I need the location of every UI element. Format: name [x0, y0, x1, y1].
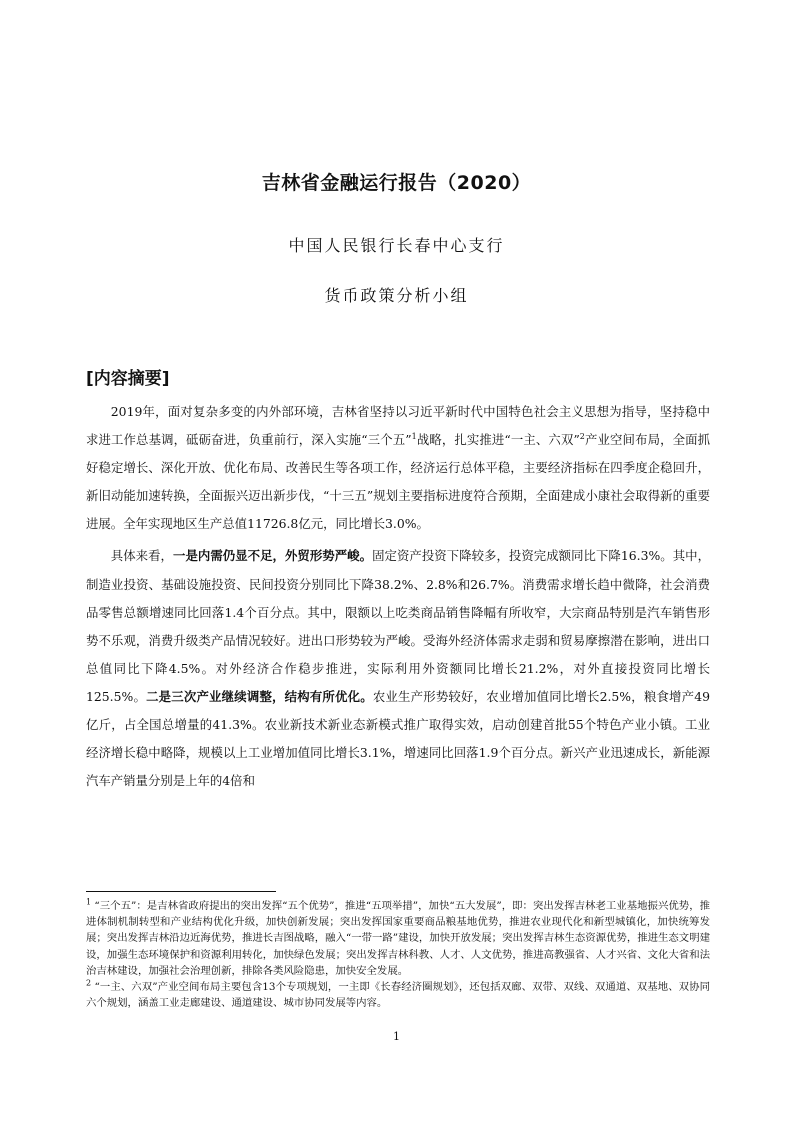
- footnote-ref-1[interactable]: 1: [411, 431, 417, 441]
- footnote-2: [86, 979, 710, 1011]
- footnote-mark-1: 1: [86, 897, 92, 907]
- summary-paragraph-1: [86, 398, 710, 538]
- paragraph-2-text-1: 固定资产投资下降较多，投资完成额同比下降16.3%。其中，制造业投资、基础设施投资、民间投资分别同比下降38.2%、2.8%和26.7%。消费需求增长趋中微降，社会消费品零售总额增速同比回落1.4个百分点。其中，限额以上吃类商品销售降幅有所收窄，大宗商品特别是汽车销售形势不乐观，消费升级类产品情况较好。进出口形势较为严峻。受海外经济体需求走弱和贸易摩擦潜在影响，进出口总值同比下降4.5%。对外经济合作稳步推进，实际利用外资额同比增长21.2%，对外直接投资同比增长125.5%。: [86, 548, 710, 704]
- paragraph-1-part-1: 2019年，面对复杂多变的内外部环境，吉林省坚持以习近平新时代中国特色社会主义思想为指导，坚持稳中求进工作总基调，砥砺奋进，负重前行，深入实施“三个五”: [86, 404, 710, 448]
- summary-body: [86, 398, 710, 795]
- paragraph-2-text-2: 农业生产形势较好，农业增加值同比增长2.5%，粮食增产49亿斤，占全国总增量的41.3%。农业新技术新业态新模式推广取得实效，启动创建首批55个特色产业小镇。工业经济增长稳中略降，规模以上工业增加值同比增长3.1%，增速同比回落1.9个百分点。新兴产业迅速成长，新能源汽车产销量分别是上年的4倍和: [86, 688, 711, 789]
- author-group: 货币政策分析小组: [324, 286, 469, 305]
- footnote-2-text: “一主、六双”产业空间布局主要包含13个专项规划，一主即《长春经济圈规划》，还包括双廊、双带、双线、双通道、双基地、双协同六个规划，涵盖工业走廊建设、通道建设、城市协同发展等内容。: [86, 981, 710, 1010]
- footnote-mark-2: 2: [86, 978, 92, 988]
- footnote-1: [86, 898, 710, 979]
- paragraph-1-part-2: 战略，扎实推进“一主、六双”: [416, 432, 580, 448]
- report-title: 吉林省金融运行报告（2020）: [261, 172, 532, 194]
- footnotes: [86, 898, 710, 1011]
- paragraph-2-lead: 具体来看，: [110, 548, 173, 564]
- section-heading-summary: [内容摘要]: [86, 369, 170, 389]
- footnote-1-text: “三个五”：是吉林省政府提出的突出发挥“五个优势”，推进“五项举措”，加快“五大发展”，即：突出发挥吉林老工业基地振兴优势，推进体制机制转型和产业结构优化升级，加快创新发展；突出发挥国家重要商品粮基地优势，推进农业现代化和新型城镇化，加快统筹发展；突出发挥吉林沿边近海优势，推进长吉图战略，融入“一带一路”建设，加快开放发展；突出发挥吉林生态资源优势，推进生态文明建设，加强生态环境保护和资源利用转化，加快绿色发展；突出发挥吉林科教、人才、人文优势，推进高教强省、人才兴省、文化大省和法治吉林建设，加强社会治理创新，排除各类风险隐患，加快安全发展。: [86, 900, 710, 977]
- key-point-1: 一是内需仍显不足，外贸形势严峻。: [173, 548, 373, 564]
- paragraph-1-part-3: 产业空间布局，全面抓好稳定增长、深化开放、优化布局、改善民生等各项工作，经济运行总体平稳，主要经济指标在四季度企稳回升，新旧动能加速转换，全面振兴迈出新步伐，“十三五”规划主要指标进度符合预期，全面建成小康社会取得新的重要进展。全年实现地区生产总值11726.8亿元，同比增长3.0%。: [86, 432, 711, 532]
- footnote-divider: [86, 891, 276, 892]
- author-organization: 中国人民银行长春中心支行: [288, 236, 505, 255]
- summary-paragraph-2: [86, 542, 710, 795]
- page-number: 1: [393, 1030, 400, 1043]
- key-point-2: 二是三次产业继续调整，结构有所优化。: [146, 688, 373, 704]
- footnote-ref-2[interactable]: 2: [579, 431, 585, 441]
